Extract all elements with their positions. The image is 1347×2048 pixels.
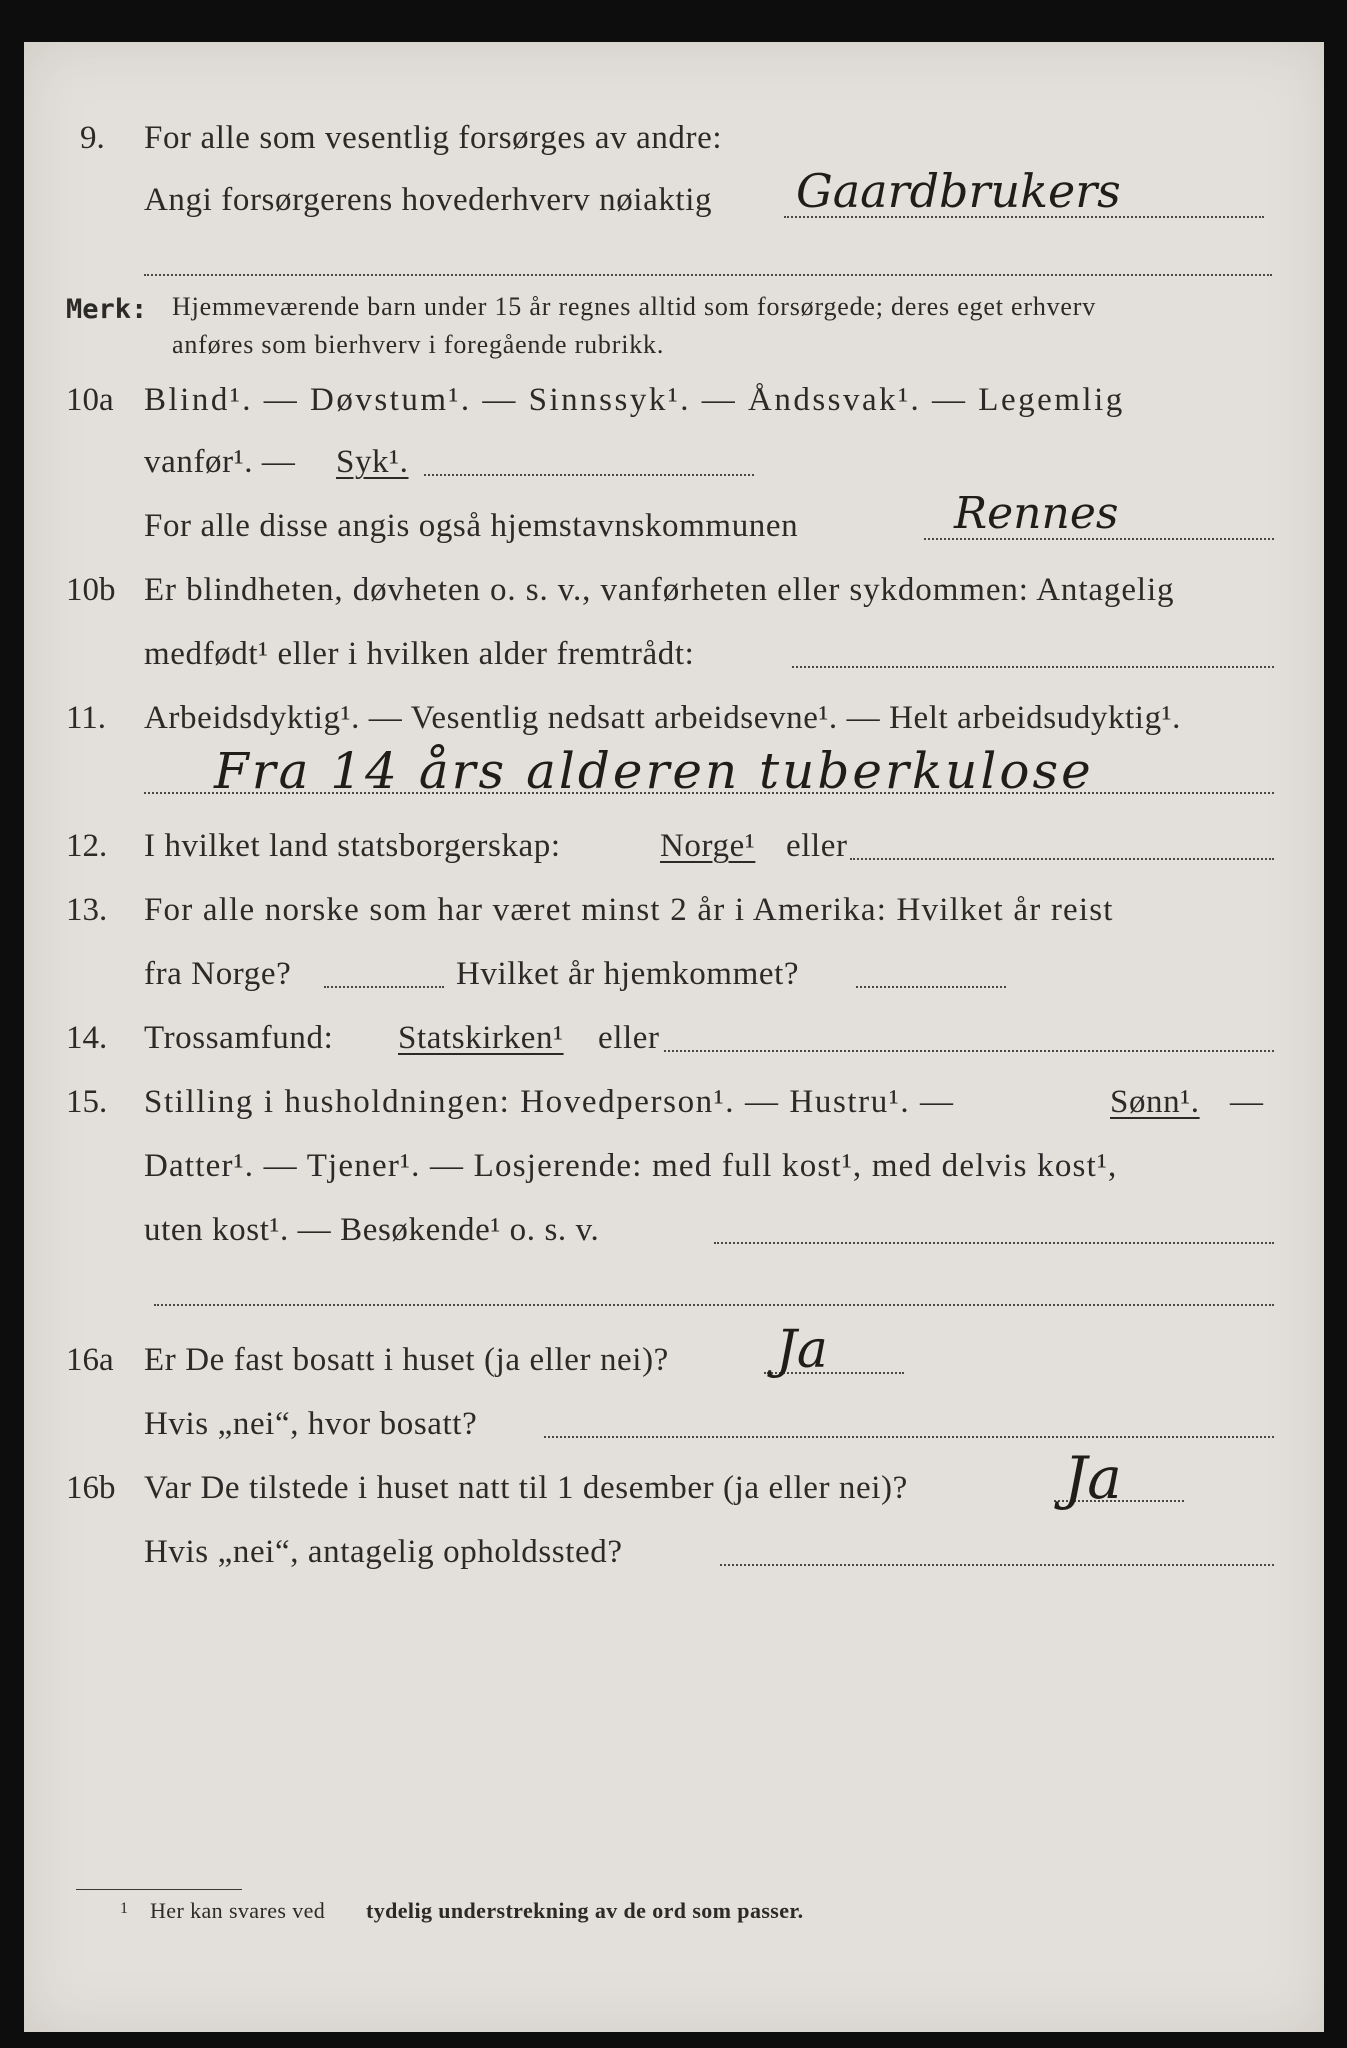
q10a-line3: For alle disse angis også hjemstavnskommunen (144, 508, 799, 544)
q16b-line1: Var De tilstede i huset natt til 1 desember (ja eller nei)? (144, 1470, 908, 1506)
q14-eller: eller (598, 1020, 660, 1056)
q10a-line2-prefix: vanfør¹. — (144, 444, 296, 480)
footnote-mark: 1 (120, 1900, 129, 1917)
q10a-syk-underlined: Syk¹. (336, 444, 409, 480)
q9-line2: Angi forsørgerens hovederhverv nøiaktig (144, 182, 713, 218)
q15-line1-prefix: Stilling i husholdningen: Hovedperson¹. — Hustru¹. — (144, 1084, 955, 1120)
q16a-line1: Er De fast bosatt i huset (ja eller nei)? (144, 1342, 669, 1378)
q16a-handwritten-answer: Ja (776, 1320, 828, 1380)
q15-line3: uten kost¹. — Besøkende¹ o. s. v. (144, 1212, 600, 1248)
q15-line1-dash: — (1230, 1084, 1264, 1120)
q16b-handwritten-answer: Ja (1064, 1444, 1122, 1512)
footnote-rule (76, 1889, 242, 1890)
q10b-line1: Er blindheten, døvheten o. s. v., vanførheten eller sykdommen: Antagelig (144, 572, 1175, 608)
footnote-bold: tydelig understrekning av de ord som passer. (366, 1898, 804, 1923)
q10a-line1: Blind¹. — Døvstum¹. — Sinnssyk¹. — Åndssvak¹. — Legemlig (144, 382, 1125, 418)
q10b-line2: medfødt¹ eller i hvilken alder fremtrådt: (144, 636, 695, 672)
footnote-plain-text: Her kan svares ved (150, 1898, 326, 1923)
q14-number: 14. (66, 1020, 108, 1056)
q16a-line2: Hvis „nei“, hvor bosatt? (144, 1406, 478, 1442)
merk-label: Merk: (66, 294, 148, 325)
q15-sonn-underlined: Sønn¹. (1110, 1084, 1200, 1120)
q15-answer-line (714, 1242, 1274, 1244)
q14-answer-line (664, 1050, 1274, 1052)
q9-number: 9. (80, 120, 105, 156)
q10a-handwritten-answer: Rennes (954, 488, 1119, 539)
q10b-answer-line (792, 666, 1274, 668)
q15-number: 15. (66, 1084, 108, 1120)
q13-reist-answer-line (324, 986, 444, 988)
q16b-line2: Hvis „nei“, antagelig opholdssted? (144, 1534, 623, 1570)
q16b-number: 16b (66, 1470, 116, 1506)
q12-number: 12. (66, 828, 108, 864)
merk-line1: Hjemmeværende barn under 15 år regnes alltid som forsørgede; deres eget erhverv (172, 292, 1097, 321)
q14-line1: Trossamfund: (144, 1020, 334, 1056)
q16b-where-line (720, 1564, 1274, 1566)
q9-line1: For alle som vesentlig forsørges av andre: (144, 120, 723, 156)
q10a-line2-dots (424, 474, 754, 476)
q13-hjemkommet-answer-line (856, 986, 1006, 988)
q16a-number: 16a (66, 1342, 114, 1378)
q14-statskirken-underlined: Statskirken¹ (398, 1020, 564, 1056)
q10b-number: 10b (66, 572, 116, 608)
q15-line2: Datter¹. — Tjener¹. — Losjerende: med full kost¹, med delvis kost¹, (144, 1148, 1118, 1184)
q16a-where-line (544, 1436, 1274, 1438)
q13-line2-hjemkommet: Hvilket år hjemkommet? (456, 956, 800, 992)
q13-line1: For alle norske som har været minst 2 år i Amerika: Hvilket år reist (144, 892, 1114, 928)
q10a-number: 10a (66, 382, 114, 418)
q15-extra-line (154, 1304, 1274, 1306)
q12-line1: I hvilket land statsborgerskap: (144, 828, 561, 864)
q11-handwritten-answer: Fra 14 års alderen tuberkulose (214, 742, 1094, 800)
q9-extra-line (144, 274, 1272, 276)
footnote-bold-text (366, 1898, 803, 1924)
q9-handwritten-answer: Gaardbrukers (796, 164, 1121, 218)
q13-number: 13. (66, 892, 108, 928)
q13-line2-reist: fra Norge? (144, 956, 292, 992)
q12-answer-line (850, 858, 1274, 860)
q11-number: 11. (66, 700, 107, 736)
q11-line1: Arbeidsdyktig¹. — Vesentlig nedsatt arbeidsevne¹. — Helt arbeidsudyktig¹. (144, 700, 1182, 736)
merk-line2: anføres som bierhverv i foregående rubrikk. (172, 330, 665, 359)
q12-norge-underlined: Norge¹ (660, 828, 756, 864)
census-form-page (24, 42, 1324, 2032)
q12-eller: eller (786, 828, 848, 864)
